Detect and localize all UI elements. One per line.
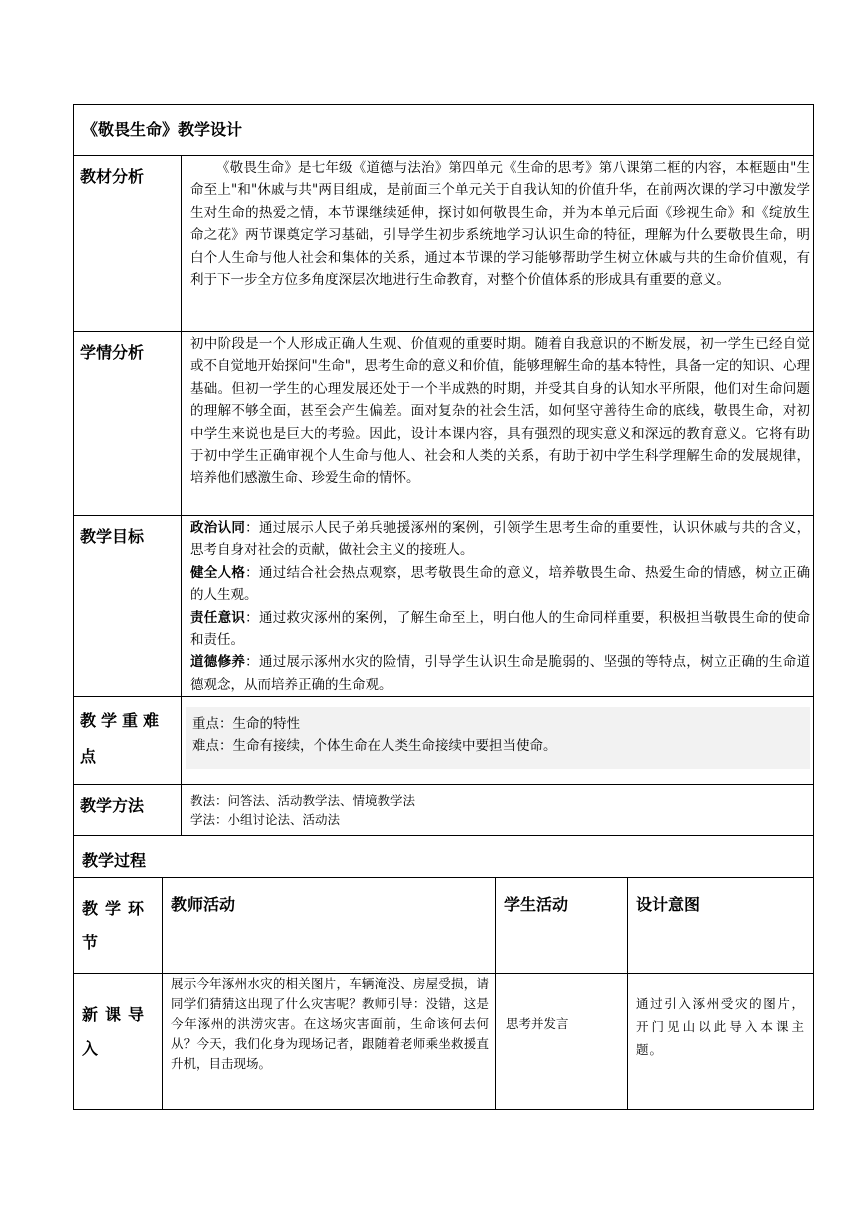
goal-item	[190, 651, 810, 696]
teaching-method-text: 教法：问答法、活动教学法、情境教学法	[190, 793, 416, 809]
teaching-methods-label: 教学方法	[74, 785, 182, 836]
teaching-process-label: 教学过程	[74, 836, 814, 878]
header-stage: 教学环节	[74, 878, 163, 974]
student-analysis-label: 学情分析	[74, 332, 182, 516]
goal-separator: ：	[245, 654, 259, 671]
goal-head: 责任意识	[190, 609, 246, 626]
design-intent-text: 通过引入涿州受灾的图片，开门见山以此导入本课主题。	[628, 974, 814, 1110]
goal-item	[190, 562, 810, 607]
lesson-plan-table	[73, 104, 814, 1110]
goal-item	[190, 607, 810, 652]
goal-text: 通过展示人民子弟兵驰援涿州的案例，引领学生思考生命的重要性，认识休戚与共的含义，思考自身对社会的贡献，做社会主义的接班人。	[190, 520, 811, 559]
teaching-methods-cell	[182, 785, 814, 836]
key-points-label: 教学重难点	[74, 697, 182, 785]
header-design-intent: 设计意图	[628, 878, 814, 974]
goal-head: 政治认同	[190, 520, 246, 536]
goal-separator: ：	[245, 564, 259, 581]
goal-text: 通过结合社会热点观察，思考敬畏生命的意义，培养敬畏生命、热爱生命的情感，树立正确的人生观。	[190, 564, 811, 604]
goal-item	[190, 517, 810, 562]
goal-separator: ：	[245, 520, 259, 536]
stage-intro: 新课导入	[74, 974, 163, 1110]
learning-method-text: 学法：小组讨论法、活动法	[190, 812, 341, 828]
teaching-goals-label: 教学目标	[74, 516, 182, 697]
teaching-goals-list	[182, 516, 814, 697]
student-activity-text: 思考并发言	[496, 974, 628, 1110]
key-point-text: 重点：生命的特性	[192, 716, 300, 733]
header-student-activity: 学生活动	[496, 878, 628, 974]
header-teacher-activity: 教师活动	[163, 878, 496, 974]
difficult-point-text: 难点：生命有接续，个体生命在人类生命接续中要担当使命。	[192, 738, 557, 755]
document-title: 《敬畏生命》教学设计	[74, 105, 814, 156]
goal-text: 通过救灾涿州的案例，了解生命至上，明白他人的生命同样重要，积极担当敬畏生命的使命和责任。	[190, 609, 811, 649]
table-row	[74, 974, 814, 1110]
student-analysis-text: 初中阶段是一个人形成正确人生观、价值观的重要时期。随着自我意识的不断发展，初一学生已经自觉或不自觉地开始探问"生命"，思考生命的意义和价值，能够理解生命的基本特性，具备一定的知识、心理基础。但初一学生的心理发展还处于一个半成熟的时期，并受其自身的认知水平所限，他们对生命问题的理解不够全面，甚至会产生偏差。面对复杂的社会生活，如何坚守善待生命的底线，敬畏生命，对初中学生来说也是巨大的考验。因此，设计本课内容，具有强烈的现实意义和深远的教育意义。它将有助于初中学生正确审视个人生命与他人、社会和人类的关系，有助于初中学生科学理解生命的发展规律，培养他们感激生命、珍爱生命的情怀。	[182, 332, 814, 516]
textbook-analysis-text: 《敬畏生命》是七年级《道德与法治》第四单元《生命的思考》第八课第二框的内容，本框题由"生命至上"和"休戚与共"两目组成，是前面三个单元关于自我认知的价值升华，在前两次课的学习中激发学生对生命的热爱之情，本节课继续延伸，探讨如何敬畏生命，并为本单元后面《珍视生命》和《绽放生命之花》两节课奠定学习基础，引导学生初步系统地学习认识生命的特征，理解为什么要敬畏生命，明白个人生命与他人社会和集体的关系，通过本节课的学习能够帮助学生树立休戚与共的生命价值观，有利于下一步全方位多角度深层次地进行生命教育，对整个价值体系的形成具有重要的意义。	[182, 156, 814, 332]
goal-separator: ：	[245, 609, 259, 626]
lesson-plan-document	[73, 104, 813, 1110]
goal-head: 道德修养	[190, 654, 246, 671]
key-points-cell	[182, 697, 814, 785]
goal-head: 健全人格	[190, 564, 246, 581]
teacher-activity-text: 展示今年涿州水灾的相关图片，车辆淹没、房屋受损，请同学们猜猜这出现了什么灾害呢？教师引导：没错，这是今年涿州的洪涝灾害。在这场灾害面前，生命该何去何从？今天，我们化身为现场记者，跟随着老师乘坐救援直升机，目击现场。	[163, 974, 496, 1110]
goal-text: 通过展示涿州水灾的险情，引导学生认识生命是脆弱的、坚强的等特点，树立正确的生命道德观念，从而培养正确的生命观。	[190, 654, 811, 693]
key-points-box	[186, 707, 810, 769]
textbook-analysis-label: 教材分析	[74, 156, 182, 332]
